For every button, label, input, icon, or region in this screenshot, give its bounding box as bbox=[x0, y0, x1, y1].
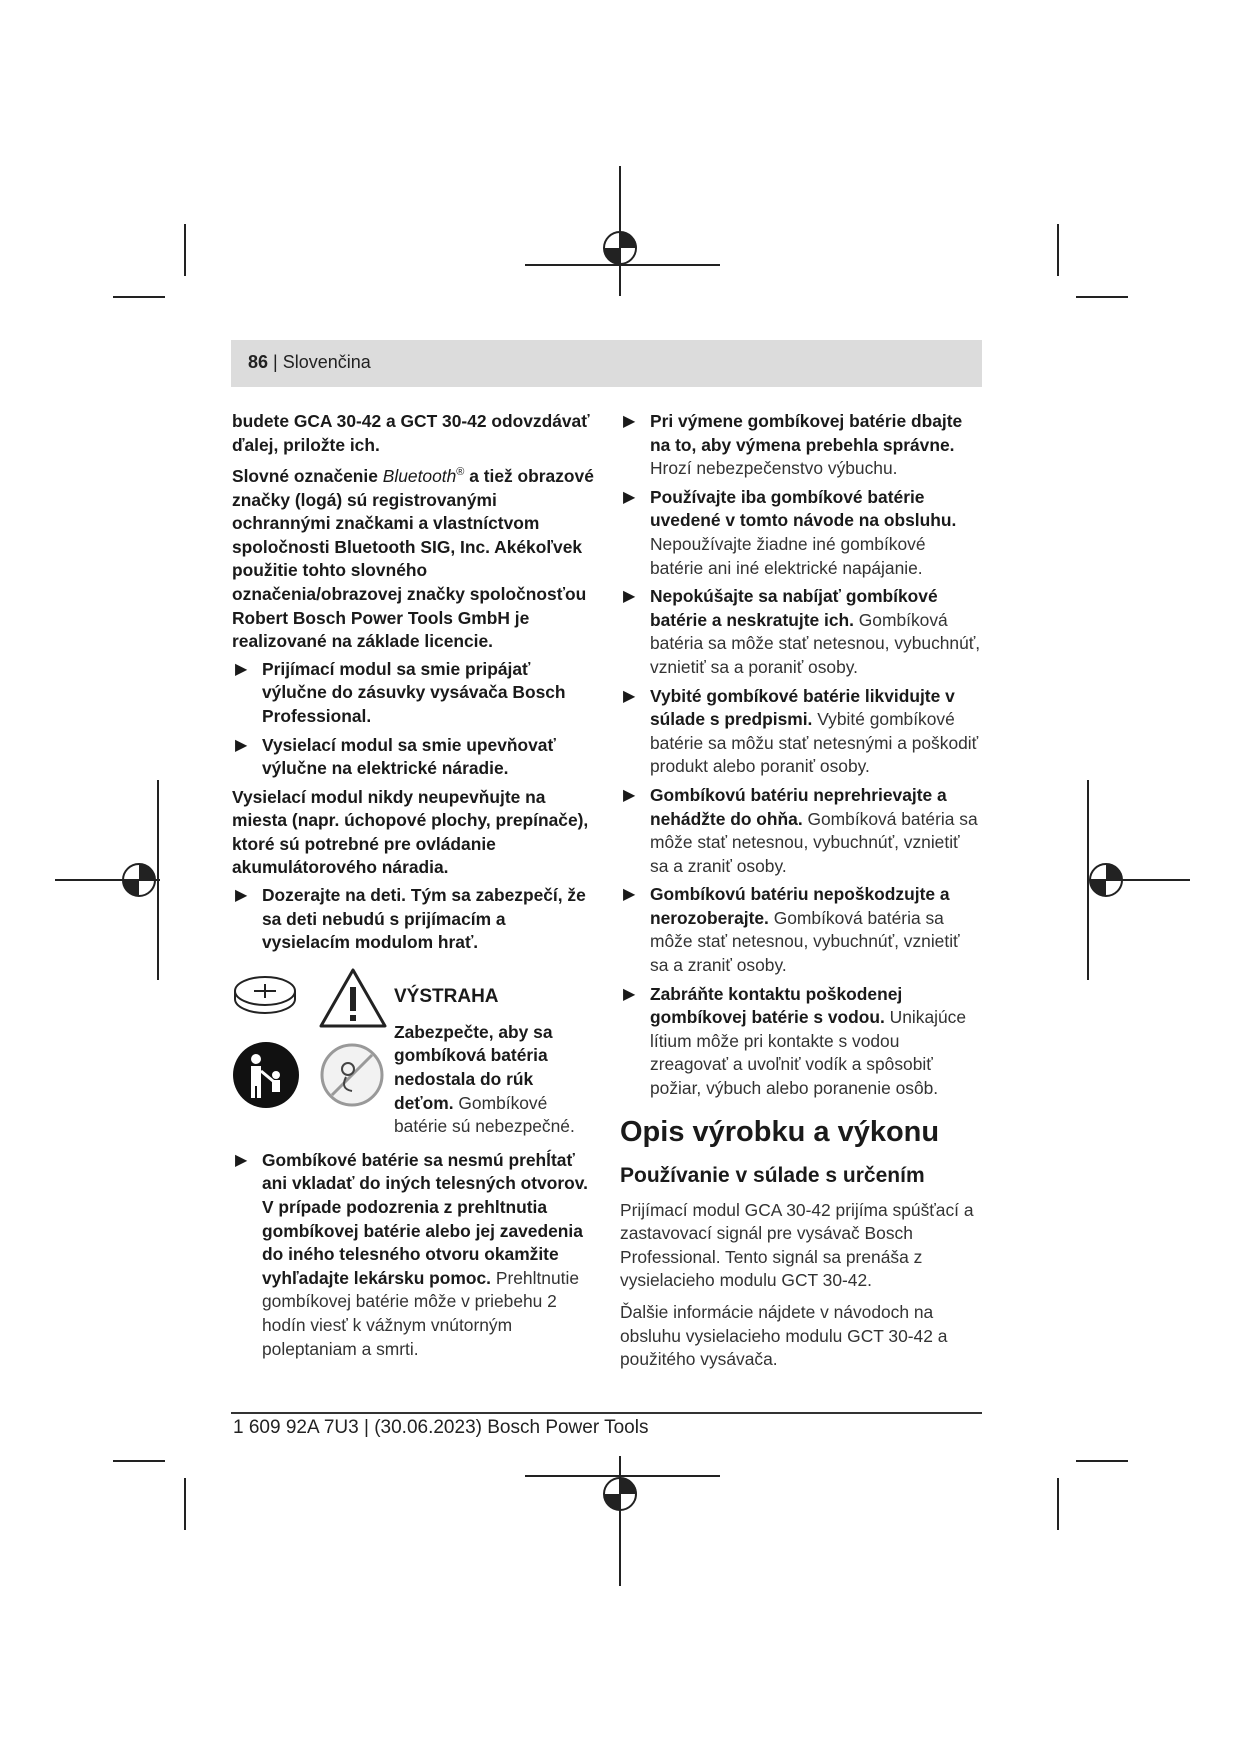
intended-use-paragraph: Prijímací modul GCA 30-42 prijíma spúšťací a zastavovací signál pre vysávač Bosch Professional. Tento signál sa prenáša z vysielacieho modulu GCT 30-42. bbox=[620, 1199, 974, 1291]
bullet-triangle-icon: ▶ bbox=[235, 660, 248, 678]
footer-rule bbox=[231, 1412, 982, 1414]
bullet-triangle-icon: ▶ bbox=[623, 985, 636, 1003]
intro-text: budete GCA 30-42 a GCT 30-42 odovzdávať ďalej, priložte ich. bbox=[232, 411, 590, 455]
bullet-approved-batteries: ▶ Používajte iba gombíkové batérie uvedené v tomto návode na obsluhu. Nepoužívajte žiadne iné gombíkové batérie ani iné elektrické napájanie. bbox=[623, 486, 957, 578]
bullet-triangle-icon: ▶ bbox=[235, 736, 248, 754]
bullet-children: ▶ Dozerajte na deti. Tým sa zabezpečí, že sa deti nebudú s prijímacím a vysielacím modulom hrať. bbox=[235, 885, 586, 953]
bullet-triangle-icon: ▶ bbox=[235, 887, 248, 905]
bullet-no-water: ▶ Zabráňte kontaktu poškodenej gombíkovej batérie s vodou. Unikajúce lítium môže pri kontakte s vodou zreagovať a uvoľniť vodík a spôsobiť požiar, výbuch alebo poranenie osôb. bbox=[623, 983, 967, 1099]
warning-block bbox=[232, 967, 594, 1147]
bullet-triangle-icon: ▶ bbox=[623, 687, 636, 705]
bullet-transmitter-module: ▶ Vysielací modul sa smie upevňovať výlučne na elektrické náradie. bbox=[235, 734, 556, 779]
no-swallow-icon bbox=[318, 1041, 386, 1109]
bullet-battery-replacement: ▶ Pri výmene gombíkovej batérie dbajte na to, aby výmena prebehla správne. Hrozí nebezpečenstvo výbuchu. bbox=[623, 411, 963, 479]
trademark-paragraph: Slovné označenie Bluetooth® a tiež obrazové značky (logá) sú registrovanými ochrannými značkami a vlastníctvom spoločnosti Bluetooth SIG, Inc. Akékoľvek použitie tohto slovného označenia/obrazovej značky spoločnosťou Robert Bosch Power Tools GmbH je realizované na základe licencie. bbox=[232, 465, 594, 652]
mounting-note: Vysielací modul nikdy neupevňujte na miesta (napr. úchopové plochy, prepínače), ktoré sú potrebné pre ovládanie akumulátorového náradia. bbox=[232, 786, 589, 878]
registration-mark-right-icon bbox=[1080, 780, 1190, 980]
warning-triangle-icon bbox=[318, 967, 388, 1029]
section-title: Slovenčina bbox=[282, 352, 371, 372]
bullet-triangle-icon: ▶ bbox=[623, 886, 636, 904]
footer-text: 1 609 92A 7U3 | (30.06.2023) Bosch Power Tools bbox=[233, 1417, 649, 1438]
keep-away-from-children-icon bbox=[232, 1041, 300, 1109]
bullet-no-heat: ▶ Gombíkovú batériu neprehrievajte a nehádžte do ohňa. Gombíková batéria sa môže stať netesnou, vybuchnúť, vznietiť sa a zraniť osoby. bbox=[623, 784, 978, 876]
registration-mark-bottom-icon bbox=[520, 1456, 720, 1586]
bullet-triangle-icon: ▶ bbox=[623, 413, 636, 430]
page-number: 86 bbox=[248, 352, 269, 372]
warning-text: Zabezpečte, aby sa gombíková batéria nedostala do rúk deťom. Gombíkové batérie sú nebezpečné. bbox=[394, 1021, 575, 1137]
page-header: 86 | Slovenčina bbox=[248, 352, 371, 372]
bullet-disposal: ▶ Vybité gombíkové batérie likvidujte v súlade s predpismi. Vybité gombíkové batérie sa môžu stať netesnými a poškodiť produkt alebo poraniť osoby. bbox=[623, 685, 979, 777]
subsection-heading: Používanie v súlade s určením bbox=[620, 1163, 925, 1187]
bullet-triangle-icon: ▶ bbox=[623, 588, 636, 606]
bullet-no-damage: ▶ Gombíkovú batériu nepoškodzujte a nerozoberajte. Gombíková batéria sa môže stať netesnou, vybuchnúť, vznietiť sa a zraniť osoby. bbox=[623, 884, 960, 976]
more-info-paragraph: Ďalšie informácie nájdete v návodoch na obsluhu vysielacieho modulu GCT 30-42 a použitého vysávača. bbox=[620, 1302, 948, 1370]
bullet-receiver-module: ▶ Prijímací modul sa smie pripájať výlučne do zásuvky vysávača Bosch Professional. bbox=[235, 658, 566, 726]
bullet-triangle-icon: ▶ bbox=[623, 786, 636, 804]
section-heading: Opis výrobku a výkonu bbox=[620, 1115, 940, 1148]
bullet-triangle-icon: ▶ bbox=[235, 1151, 248, 1169]
bullet-triangle-icon: ▶ bbox=[623, 488, 636, 506]
registration-mark-left-icon bbox=[55, 780, 165, 980]
bullet-no-charging: ▶ Nepokúšajte sa nabíjať gombíkové batérie a neskratujte ich. Gombíková batéria sa môže stať netesnou, vybuchnúť, vznietiť sa a poraniť osoby. bbox=[623, 586, 981, 677]
left-column bbox=[232, 410, 594, 1366]
coin-battery-icon bbox=[232, 973, 298, 1017]
right-column bbox=[620, 410, 982, 1376]
warning-title: VÝSTRAHA bbox=[394, 985, 499, 1007]
bullet-swallowing: ▶ Gombíkové batérie sa nesmú prehĺtať ani vkladať do iných telesných otvorov. V prípade podozrenia z prehltnutia gombíkovej batérie alebo jej zavedenia do iného telesného otvoru okamžite vyhľadajte lekársku pomoc. Prehltnutie gombíkovej batérie môže v priebehu 2 hodín viesť k vážnym vnútorným poleptaniam a smrti. bbox=[235, 1149, 588, 1359]
registration-mark-top-icon bbox=[520, 166, 720, 296]
